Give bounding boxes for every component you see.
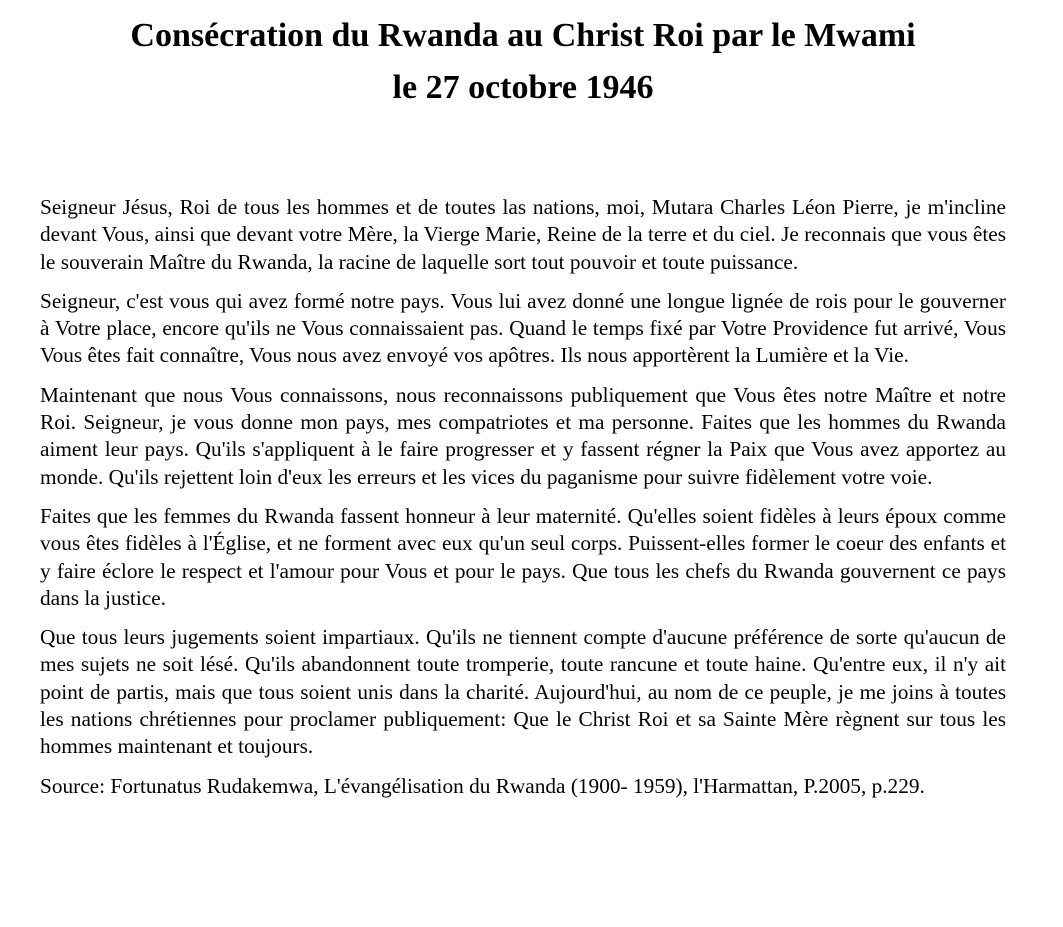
paragraph-2: Seigneur, c'est vous qui avez formé notre pays. Vous lui avez donné une longue lignée de rois pour le gouverner à Votre place, encore qu'ils ne Vous connaissaient pas. Quand le temps fixé par Votre Providence fut arrivé, Vous Vous êtes fait connaître, Vous nous avez envoyé vos apôtres. Ils nous apportèrent la Lumière et la Vie.: [40, 288, 1006, 368]
source-citation: Source: Fortunatus Rudakemwa, L'évangélisation du Rwanda (1900- 1959), l'Harmattan, P.2005, p.229.: [40, 773, 925, 798]
document-title: [40, 10, 1006, 114]
document-body: [40, 194, 1006, 800]
paragraph-4: Faites que les femmes du Rwanda fassent honneur à leur maternité. Qu'elles soient fidèles à leurs époux comme vous êtes fidèles à l'Église, et ne forment avec eux qu'un seul corps. Puissent-elles former le coeur des enfants et y faire éclore le respect et l'amour pour Vous et pour le pays. Que tous les chefs du Rwanda gouvernent ce pays dans la justice.: [40, 503, 1006, 610]
title-line-1: Consécration du Rwanda au Christ Roi par le Mwami: [130, 17, 916, 54]
title-line-2: le 27 octobre 1946: [392, 69, 654, 106]
paragraph-3: Maintenant que nous Vous connaissons, nous reconnaissons publiquement que Vous êtes notre Maître et notre Roi. Seigneur, je vous donne mon pays, mes compatriotes et ma personne. Faites que les hommes du Rwanda aiment leur pays. Qu'ils s'appliquent à le faire progresser et y fassent régner la Paix que Vous avez apportez au monde. Qu'ils rejettent loin d'eux les erreurs et les vices du paganisme pour suivre fidèlement votre voie.: [40, 382, 1006, 489]
document-page: [40, 10, 1006, 800]
paragraph-1: Seigneur Jésus, Roi de tous les hommes et de toutes las nations, moi, Mutara Charles Léon Pierre, je m'incline devant Vous, ainsi que devant votre Mère, la Vierge Marie, Reine de la terre et du ciel. Je reconnais que vous êtes le souverain Maître du Rwanda, la racine de laquelle sort tout pouvoir et toute puissance.: [40, 195, 1006, 274]
paragraph-5: Que tous leurs jugements soient impartiaux. Qu'ils ne tiennent compte d'aucune préférence de sorte qu'aucun de mes sujets ne soit lésé. Qu'ils abandonnent toute tromperie, toute rancune et toute haine. Qu'entre eux, il n'y ait point de partis, mais que tous soient unis dans la charité. Aujourd'hui, au nom de ce peuple, je me joins à toutes les nations chrétiennes pour proclamer publiquement: Que le Christ Roi et sa Sainte Mère règnent sur tous les hommes maintenant et toujours.: [40, 625, 1006, 759]
